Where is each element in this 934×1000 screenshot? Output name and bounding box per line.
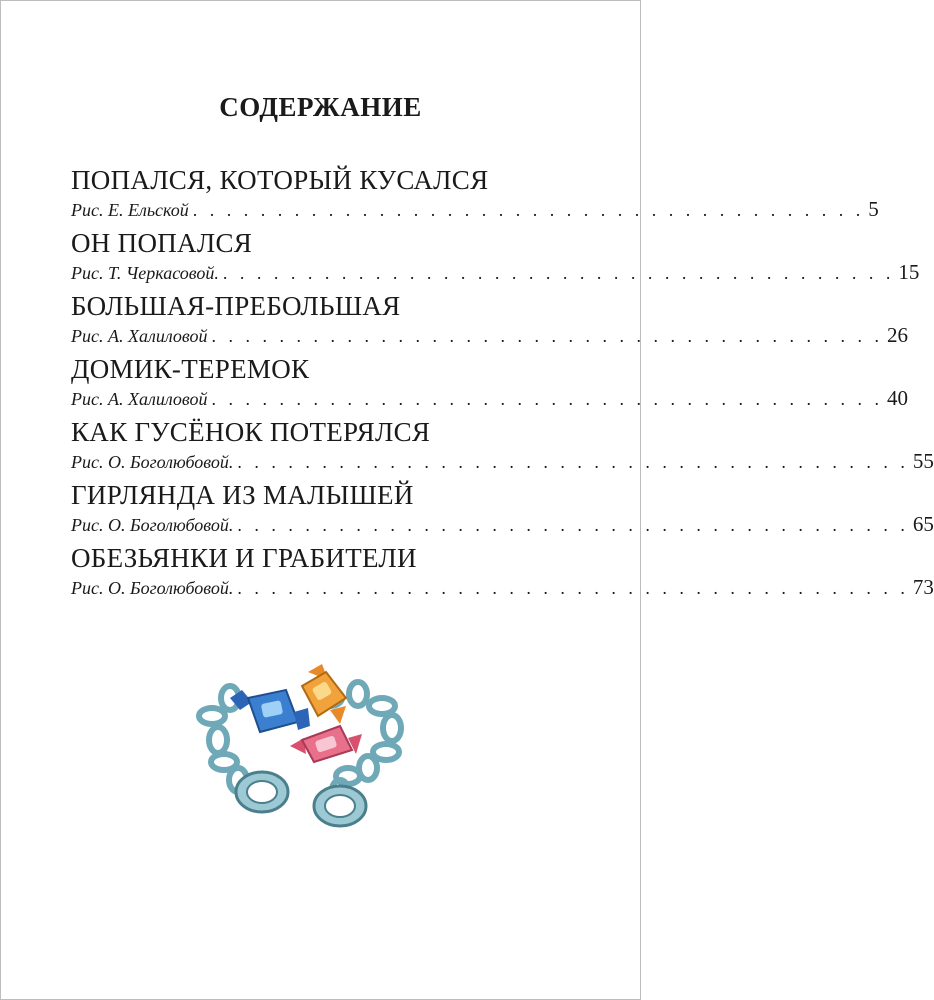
page-number: 55 (912, 449, 934, 473)
entry-title: БОЛЬШАЯ-ПРЕБОЛЬШАЯ (71, 291, 401, 321)
blue-candy-icon (230, 690, 310, 732)
entry-title: ОБЕЗЬЯНКИ И ГРАБИТЕЛИ (71, 543, 417, 573)
dot-leader: . . . . . . . . . . . . . . . . . . . . . . . . . . . . . . . . . . . . . . . . (211, 326, 883, 346)
illustrator-credit: Рис. О. Боголюбовой. (71, 578, 234, 598)
page-title: СОДЕРЖАНИЕ (219, 92, 422, 122)
illustrator-credit: Рис. Т. Черкасовой. (71, 263, 219, 283)
page-number: 40 (886, 386, 908, 410)
entry-title: КАК ГУСЁНОК ПОТЕРЯЛСЯ (71, 417, 431, 447)
toc-entry[interactable] (71, 227, 920, 290)
entry-line (71, 448, 934, 474)
illustrator-credit: Рис. О. Боголюбовой. (71, 515, 234, 535)
page-number: 26 (886, 323, 908, 347)
entry-line (71, 511, 934, 537)
entry-title: ДОМИК-ТЕРЕМОК (71, 354, 310, 384)
entry-line (71, 322, 908, 348)
entry-title: ОН ПОПАЛСЯ (71, 228, 253, 258)
dot-leader: . . . . . . . . . . . . . . . . . . . . . . . . . . . . . . . . . . . . . . . . (222, 263, 895, 283)
page-number: 65 (912, 512, 934, 536)
page-number: 15 (898, 260, 920, 284)
toc-entry[interactable] (71, 479, 934, 542)
illustrator-credit: Рис. А. Халиловой (71, 389, 208, 409)
dot-leader: . . . . . . . . . . . . . . . . . . . . . . . . . . . . . . . . . . . . . . . . (192, 200, 865, 220)
dot-leader: . . . . . . . . . . . . . . . . . . . . . . . . . . . . . . . . . . . . . . . . (237, 452, 909, 472)
entry-line (71, 196, 879, 222)
pink-candy-icon (290, 726, 362, 762)
toc-entry[interactable] (71, 164, 879, 227)
dot-leader: . . . . . . . . . . . . . . . . . . . . . . . . . . . . . . . . . . . . . . . . (237, 515, 909, 535)
entry-line (71, 574, 934, 600)
illustrator-credit: Рис. А. Халиловой (71, 326, 208, 346)
illustrator-credit: Рис. Е. Ельской (71, 200, 189, 220)
entry-title: ГИРЛЯНДА ИЗ МАЛЫШЕЙ (71, 480, 414, 510)
toc-entry[interactable] (71, 542, 934, 605)
dot-leader: . . . . . . . . . . . . . . . . . . . . . . . . . . . . . . . . . . . . . . . . (211, 389, 883, 409)
page-number: 5 (868, 197, 879, 221)
toc-entry[interactable] (71, 353, 908, 416)
toc-entry[interactable] (71, 416, 934, 479)
entry-title: ПОПАЛСЯ, КОТОРЫЙ КУСАЛСЯ (71, 165, 489, 195)
table-of-contents (71, 164, 934, 605)
page-number: 73 (912, 575, 934, 599)
toc-entry[interactable] (71, 290, 908, 353)
entry-line (71, 259, 920, 285)
dot-leader: . . . . . . . . . . . . . . . . . . . . . . . . . . . . . . . . . . . . . . . . (237, 578, 909, 598)
candies-and-chain-illustration (190, 650, 420, 830)
entry-line (71, 385, 908, 411)
illustrator-credit: Рис. О. Боголюбовой. (71, 452, 234, 472)
